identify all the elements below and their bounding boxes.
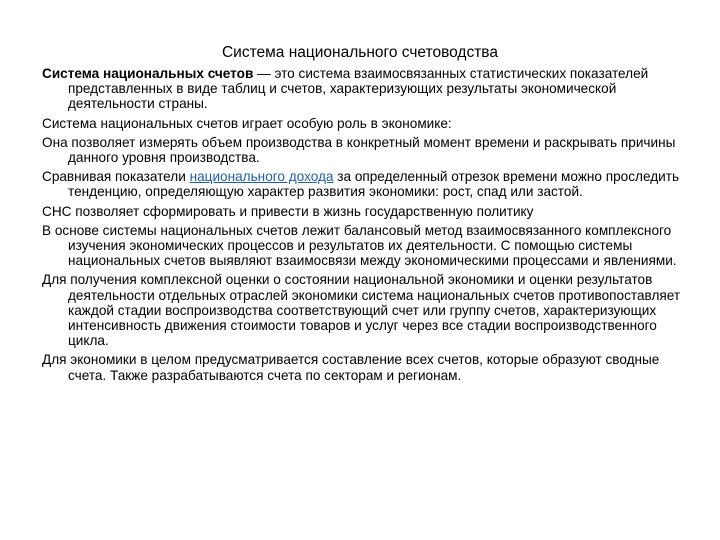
paragraph-role: Система национальных счетов играет особую роль в экономике: (42, 115, 452, 131)
paragraph-assessment: Для получения комплексной оценки о состоянии национальной экономики и оценки результатов деятельности отдельных отраслей экономики система национальных счетов противопоставляет каждой стадии воспроизводства соответствующий счет или группу счетов, характеризующих интенсивность движения стоимости товаров и услуг через все стадии воспроизводственного цикла. (42, 272, 681, 349)
definition-text: — это система взаимосвязанных статистических показателей представленных в виде таблиц и счетов, характеризующих результаты экономической деятельности страны. (68, 66, 649, 112)
term-bold: Система национальных счетов (42, 66, 254, 81)
paragraph-policy: СНС позволяет сформировать и привести в жизнь государственную политику (42, 203, 534, 219)
slide-body (42, 66, 690, 387)
paragraph-definition (42, 66, 690, 112)
national-income-link[interactable]: национального дохода (189, 169, 334, 185)
paragraph-measure: Она позволяет измерять объем производства в конкретный момент времени и раскрывать причины данного уровня производства. (42, 134, 676, 166)
slide-title: Система национального счетоводства (221, 44, 498, 61)
paragraph-compare (42, 169, 690, 199)
compare-text-after: за определенный отрезок времени можно проследить тенденцию, определяющую характер развития экономики: рост, спад или застой. (68, 169, 680, 200)
paragraph-balance-method: В основе системы национальных счетов лежит балансовый метод взаимосвязанного комплексного изучения экономических процессов и результатов их деятельности. С помощью системы национальных счетов выявляют взаимосвязи между экономическими процессами и явлениями. (42, 222, 677, 269)
compare-text-before: Сравнивая показатели (42, 169, 190, 185)
paragraph-summary-accounts: Для экономики в целом предусматривается составление всех счетов, которые образуют сводные счета. Также разрабатываются счета по секторам и регионам. (42, 352, 660, 383)
